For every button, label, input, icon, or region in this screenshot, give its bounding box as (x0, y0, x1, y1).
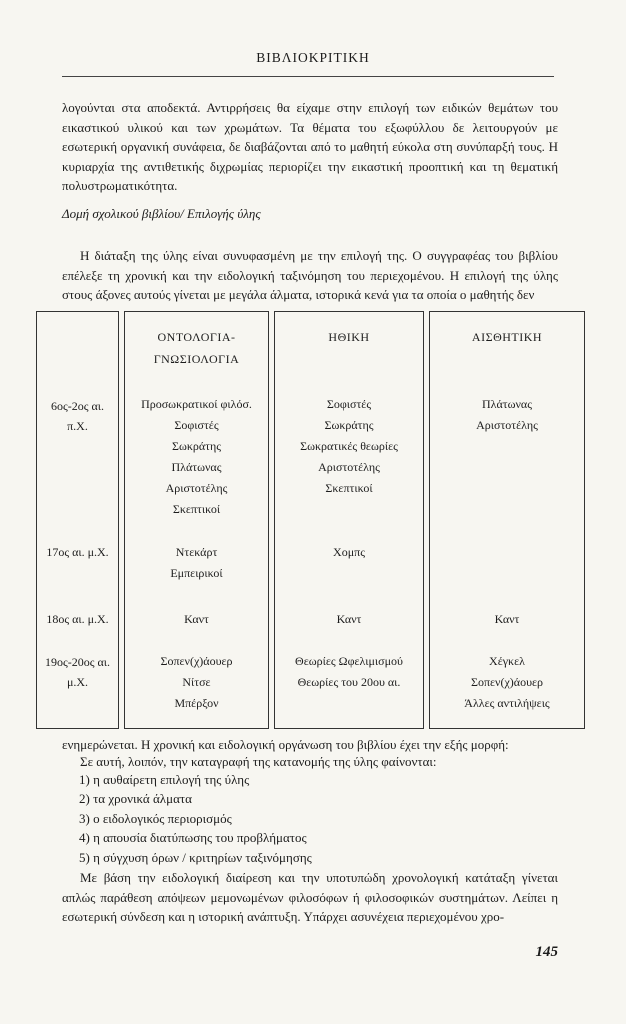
ethics-cell (275, 542, 423, 563)
table-column-ontology (124, 311, 269, 729)
column-header-ethics: ΗΘΙΚΗ (328, 330, 370, 344)
philosopher-name: Σοφιστές (326, 397, 372, 411)
philosopher-name: Προσωκρατικοί φιλόσ. (141, 397, 252, 411)
issues-list (79, 770, 312, 867)
philosopher-name: Σκεπτικοί (325, 481, 373, 495)
column-header-text: ΟΝΤΟΛΟΓΙΑ- ΓΝΩΣΙΟΛΟΓΙΑ (153, 330, 240, 366)
ontology-cell (125, 609, 268, 630)
paragraph-4: Σε αυτή, λοιπόν, την καταγραφή της κατανομής της ύλης φαίνονται: (80, 754, 437, 769)
philosopher-name: Σωκράτης (324, 418, 374, 432)
period-line: 17ος αι. μ.Χ. (46, 545, 109, 559)
column-header-ontology (125, 326, 268, 370)
philosopher-name: Χέγκελ (489, 654, 525, 668)
ontology-cell (125, 651, 268, 714)
philosopher-name: Αριστοτέλης (476, 418, 538, 432)
philosopher-name: Σοφιστές (174, 418, 219, 432)
table-column-aesthetics (429, 311, 585, 729)
aesthetics-cell (430, 651, 584, 714)
philosopher-name: Χομπς (333, 545, 365, 559)
ethics-cell (275, 394, 423, 499)
running-header: ΒΙΒΛΙΟΚΡΙΤΙΚΗ (256, 50, 370, 65)
period-cell (37, 609, 118, 629)
paragraph-5: Με βάση την ειδολογική διαίρεση και την υποτυπώδη χρονολογική κατάταξη γίνεται απλώς παράθεση απόψεων μεμονωμένων φιλοσόφων ή φιλοσοφικών συστημάτων. Λείπει η εσωτερική σύνδεση και η ιστορική ανάπτυξη. Υπάρχει ασυνέχεια περιεχομένου χρο- (62, 870, 558, 925)
section-heading: Δομή σχολικού βιβλίου/ Επιλογής ύλης (62, 206, 261, 221)
philosophy-table (36, 311, 590, 729)
philosopher-name: Πλάτωνας (171, 460, 222, 474)
period-line: μ.Χ. (66, 675, 89, 689)
period-line: 6ος-2ος αι. (50, 399, 104, 413)
ethics-cell (275, 651, 423, 693)
paragraph-2: Η διάταξη της ύλης είναι συνυφασμένη με την επιλογή της. Ο συγγραφέας του βιβλίου επέλεξε τη χρονική και την ειδολογική ταξινόμηση του περιεχομένου. Η επιλογή της ύλης στους άξονες αυτούς γίνεται με μεγάλα άλματα, ιστορικά κενά για τα οποία ο μαθητής δεν (62, 248, 558, 303)
philosopher-name: Θεωρίες Ωφελιμισμού (295, 654, 403, 668)
philosopher-name: Καντ (336, 612, 362, 626)
list-item: 1) η αυθαίρετη επιλογή της ύλης (79, 772, 250, 787)
philosopher-name: Σωκρατικές θεωρίες (300, 439, 398, 453)
philosopher-name: Θεωρίες του 20ου αι. (297, 675, 401, 689)
period-cell (37, 542, 118, 562)
philosopher-name: Καντ (184, 612, 209, 626)
philosopher-name: Αριστοτέλης (165, 481, 228, 495)
philosopher-name: Καντ (494, 612, 520, 626)
philosopher-name: Νίτσε (182, 675, 211, 689)
period-line: π.Χ. (67, 419, 88, 433)
period-line: 19ος-20ος αι. (44, 655, 110, 669)
list-item: 3) ο ειδολογικός περιορισμός (79, 810, 232, 826)
list-item: 2) τα χρονικά άλματα (79, 791, 192, 807)
ethics-cell (275, 609, 423, 630)
philosopher-name: Σωκράτης (171, 439, 222, 453)
period-line: 18ος αι. μ.Χ. (46, 612, 109, 626)
philosopher-name: Σοπεν(χ)άουερ (160, 654, 233, 668)
ontology-cell (125, 394, 268, 520)
column-header-aesthetics: ΑΙΣΘΗΤΙΚΗ (471, 330, 543, 344)
paragraph-1: λογούνται στα αποδεκτά. Αντιρρήσεις θα είχαμε στην επιλογή των ειδικών θεμάτων του εικαστικού υλικού και των χρωμάτων. Τα θέματα του εξωφύλλου δε λειτουργούν με εσωτερική οργανική συνάφεια, δε διαβάζονται από το μαθητή εύκολα στη συνύπαρξή τους. Η κυριαρχία της αντιθετικής διχρωμίας περιορίζει την εικαστική προοπτική και τη θεματική πολυστρωματικότητα. (62, 100, 558, 194)
period-cell (37, 396, 118, 436)
philosopher-name: Άλλες αντιλήψεις (464, 696, 550, 710)
philosopher-name: Αριστοτέλης (318, 460, 380, 474)
page-number: 145 (535, 944, 558, 960)
paragraph-3: ενημερώνεται. Η χρονική και ειδολογική οργάνωση του βιβλίου έχει την εξής μορφή: (62, 737, 509, 752)
aesthetics-cell (430, 394, 584, 436)
philosopher-name: Σοπεν(χ)άουερ (470, 675, 544, 689)
table-column-ethics (274, 311, 424, 729)
period-cell (37, 652, 118, 692)
aesthetics-cell (430, 609, 584, 630)
header-rule (62, 76, 554, 77)
list-item: 5) η σύγχυση όρων / κριτηρίων ταξινόμησης (79, 849, 312, 865)
philosopher-name: Ντεκάρτ (175, 545, 218, 559)
philosopher-name: Μπέρξον (174, 696, 219, 710)
philosopher-name: Σκεπτικοί (172, 502, 221, 516)
ontology-cell (125, 542, 268, 584)
philosopher-name: Εμπειρικοί (170, 566, 223, 580)
table-column-period (36, 311, 119, 729)
philosopher-name: Πλάτωνας (482, 397, 532, 411)
list-item: 4) η απουσία διατύπωσης του προβλήματος (79, 830, 307, 846)
